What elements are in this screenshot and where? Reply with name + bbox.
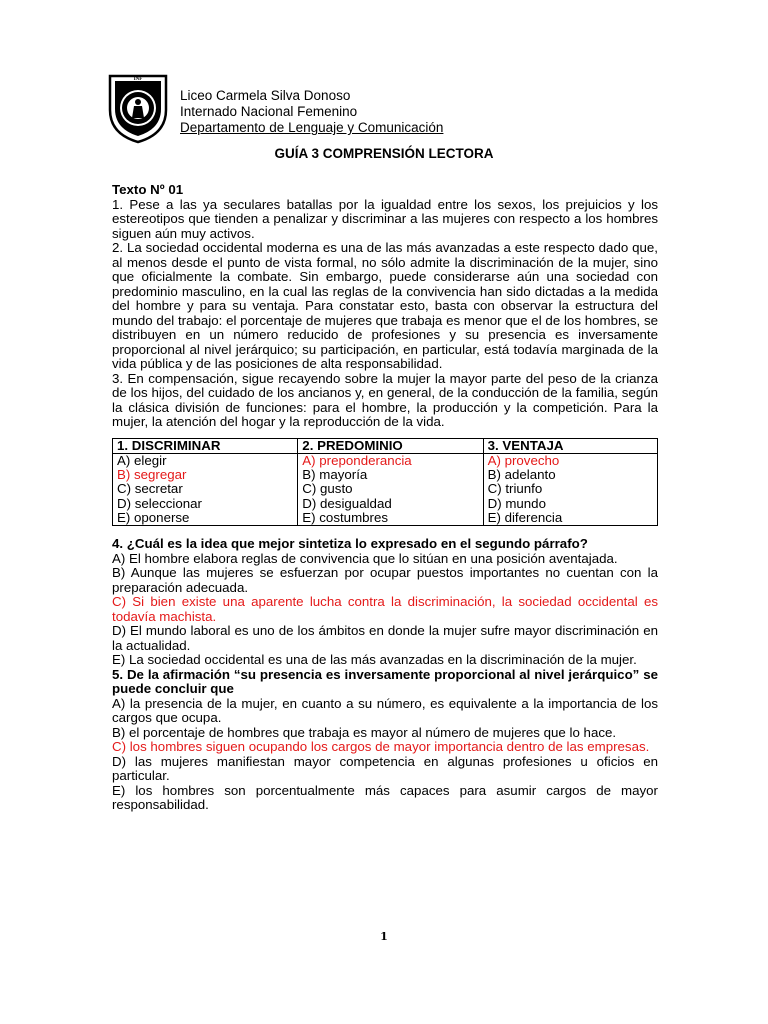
table-cell: E) diferencia [483,511,657,526]
text-heading: Texto Nº 01 [112,182,184,197]
table-cell: E) oponerse [113,511,298,526]
question-5-options [112,697,658,813]
q5-option: A) la presencia de la mujer, en cuanto a su número, es equivalente a la importancia de los cargos que ocupa. [112,695,658,726]
table-row [113,497,658,511]
school-header [180,88,443,136]
q4-option: E) La sociedad occidental es una de las más avanzadas en la discriminación de la mujer. [112,652,637,668]
document-body [112,183,658,813]
table-header: 3. VENTAJA [483,438,657,453]
table-row [113,482,658,496]
table-cell: D) desigualdad [298,497,483,511]
q4-option: C) Si bien existe una aparente lucha contra la discriminación, la sociedad occidental es todavía machista. [112,594,658,624]
page-title: GUÍA 3 COMPRENSIÓN LECTORA [274,146,494,161]
table-cell: B) segregar [113,468,298,482]
school-seal-logo [107,72,169,144]
q4-option: A) El hombre elabora reglas de convivencia que lo sitúan en una posición aventajada. [112,550,618,566]
table-header: 2. PREDOMINIO [298,438,483,453]
boarding-name: Internado Nacional Femenino [180,104,358,119]
vocabulary-table [112,438,658,527]
school-name: Liceo Carmela Silva Donoso [180,88,351,103]
question-4-options [112,552,658,668]
seal-lettering: INF [133,77,143,82]
table-cell: D) seleccionar [113,497,298,511]
table-cell: C) triunfo [483,482,657,496]
q4-option: B) Aunque las mujeres se esfuerzan por ocupar puestos importantes no cuentan con la preparación adecuada. [112,565,658,595]
department-name: Departamento de Lenguaje y Comunicación [180,120,444,135]
table-header: 1. DISCRIMINAR [113,438,298,453]
table-cell: C) secretar [113,482,298,496]
paragraph-2: 2. La sociedad occidental moderna es una de las más avanzadas a este respecto dado que, al menos desde el punto de vista formal, no sólo admite la discriminación de la mujer, sino que oficialmente la combate. Sin embargo, puede considerarse aún una sociedad con predominio masculino, en la cual las reglas de la convivencia han sido dictadas a la medida del hombre y para su ventaja. Para constatar esto, basta con observar la estructura del mundo del trabajo: el porcentaje de mujeres que trabaja es menor que el de los hombres, se distribuyen en un número reducido de profesiones y su presencia es inversamente proporcional al nivel jerárquico; su participación, en particular, está todavía marginada de la vida pública y de las posiciones de alta responsabilidad. [112,240,658,371]
table-row [113,453,658,468]
table-cell: B) mayoría [298,468,483,482]
q5-option: B) el porcentaje de hombres que trabaja es mayor al número de mujeres que lo hace. [112,724,617,740]
table-cell: A) provecho [483,453,657,468]
table-row [113,511,658,526]
paragraph-1: 1. Pese a las ya seculares batallas por la igualdad entre los sexos, los prejuicios y los estereotipos que tienden a penalizar y discriminar a las mujeres con respecto a los hombres siguen aún muy activos. [112,196,658,241]
q4-option: D) El mundo laboral es uno de los ámbitos en donde la mujer sufre mayor discriminación en la actualidad. [112,623,658,653]
table-row [113,468,658,482]
table-cell: A) elegir [113,453,298,468]
page-number: 1 [380,930,388,943]
question-4: 4. ¿Cuál es la idea que mejor sintetiza lo expresado en el segundo párrafo? [112,536,588,552]
q5-option: C) los hombres siguen ocupando los cargos de mayor importancia dentro de las empresas. [112,739,650,755]
question-5: 5. De la afirmación “su presencia es inversamente proporcional al nivel jerárquico” se puede concluir que [112,666,658,697]
q5-option: D) las mujeres manifiestan mayor competencia en algunas profesiones u oficios en particular. [112,753,658,784]
table-cell: E) costumbres [298,511,483,526]
table-cell: B) adelanto [483,468,657,482]
paragraph-3: 3. En compensación, sigue recayendo sobre la mujer la mayor parte del peso de la crianza de los hijos, del cuidado de los ancianos y, en general, de la conducción de la familia, según la clásica división de funciones: para el hombre, la producción y la competición. Para la mujer, la atención del hogar y la reproducción de la vida. [112,370,658,429]
table-cell: D) mundo [483,497,657,511]
table-cell: A) preponderancia [298,453,483,468]
q5-option: E) los hombres son porcentualmente más capaces para asumir cargos de mayor responsabilidad. [112,782,658,813]
table-cell: C) gusto [298,482,483,496]
